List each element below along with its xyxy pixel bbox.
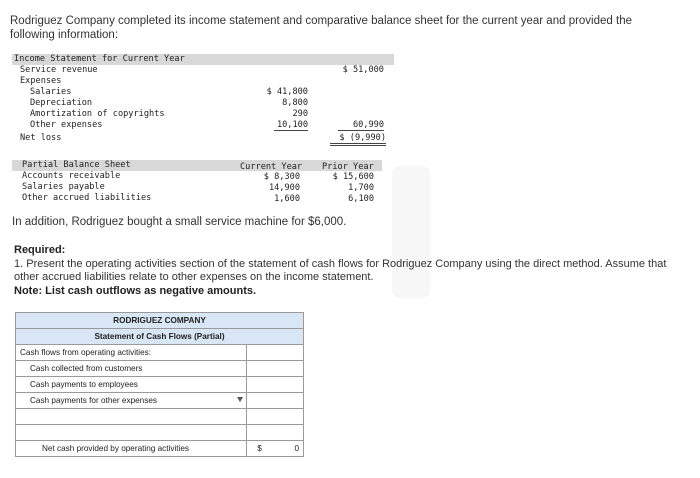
intro-text: Rodriguez Company completed its income statement and comparative balance sheet for the current year and provided the following information: xyxy=(10,15,632,41)
section-amount-cell xyxy=(247,345,304,361)
other-expenses-value: 10,100 xyxy=(274,120,308,131)
dropdown-caret-icon[interactable] xyxy=(237,397,243,402)
required-heading: Required: xyxy=(14,244,66,256)
additional-info: In addition, Rodriguez bought a small service machine for $6,000. xyxy=(12,216,347,228)
net-loss-label: Net loss xyxy=(20,133,62,143)
bs-row-current: $ 8,300 xyxy=(263,172,300,182)
statement-title: Statement of Cash Flows (Partial) xyxy=(16,329,304,345)
prior-year-header: Prior Year xyxy=(322,162,374,172)
service-revenue-label: Service revenue xyxy=(20,65,98,75)
cash-collected-label: Cash collected from customers xyxy=(16,361,247,377)
blank-row-select[interactable] xyxy=(16,425,247,441)
net-cash-value: 0 xyxy=(294,444,299,453)
cash-payments-other-input[interactable] xyxy=(247,393,304,409)
section-label: Cash flows from operating activities: xyxy=(16,345,247,361)
bs-row-prior: 1,700 xyxy=(348,183,374,193)
bs-row-prior: 6,100 xyxy=(348,194,374,204)
depreciation-value: 8,800 xyxy=(282,98,308,108)
net-cash-label: Net cash provided by operating activities xyxy=(16,441,247,457)
depreciation-label: Depreciation xyxy=(30,98,93,108)
salaries-value: $ 41,800 xyxy=(266,87,308,97)
bs-row-current: 14,900 xyxy=(268,183,300,193)
total-expenses-value: 60,990 xyxy=(338,120,384,131)
blank-row-input[interactable] xyxy=(247,425,304,441)
salaries-label: Salaries xyxy=(30,87,72,97)
income-statement-title: Income Statement for Current Year xyxy=(14,54,185,64)
bs-row-label: Accounts receivable xyxy=(22,171,121,181)
blank-row-select[interactable] xyxy=(16,409,247,425)
cash-payments-other-label: Cash payments for other expenses xyxy=(30,396,157,405)
blank-row-input[interactable] xyxy=(247,409,304,425)
amortization-label: Amortization of copyrights xyxy=(30,109,165,119)
required-section xyxy=(14,244,674,298)
cash-collected-input[interactable] xyxy=(247,361,304,377)
service-revenue-value: $ 51,000 xyxy=(342,65,384,75)
net-loss-value: $ (9,990) xyxy=(330,133,386,146)
required-note: Note: List cash outflows as negative amounts. xyxy=(14,284,257,297)
cash-payments-employees-label: Cash payments to employees xyxy=(16,377,247,393)
other-expenses-label: Other expenses xyxy=(30,120,103,130)
net-cash-amount xyxy=(247,441,304,457)
cash-payments-employees-input[interactable] xyxy=(247,377,304,393)
current-year-header: Current Year xyxy=(240,162,303,172)
bs-row-current: 1,600 xyxy=(274,194,300,204)
bs-row-prior: $ 15,600 xyxy=(332,172,374,182)
balance-sheet-title: Partial Balance Sheet xyxy=(22,160,131,170)
bs-row-label: Salaries payable xyxy=(22,182,105,192)
cash-flow-table xyxy=(15,312,304,457)
cash-payments-other-select[interactable] xyxy=(16,393,247,409)
bs-row-label: Other accrued liabilities xyxy=(22,193,152,203)
required-instruction: 1. Present the operating activities section of the statement of cash flows for Rodriguez Company using the direct method. Assume that other accrued liabilities relate to other expenses on the income statement. xyxy=(14,257,667,283)
company-name: RODRIGUEZ COMPANY xyxy=(16,313,304,329)
net-cash-currency: $ xyxy=(257,444,262,453)
expenses-label: Expenses xyxy=(20,76,62,86)
amortization-value: 290 xyxy=(292,109,308,119)
